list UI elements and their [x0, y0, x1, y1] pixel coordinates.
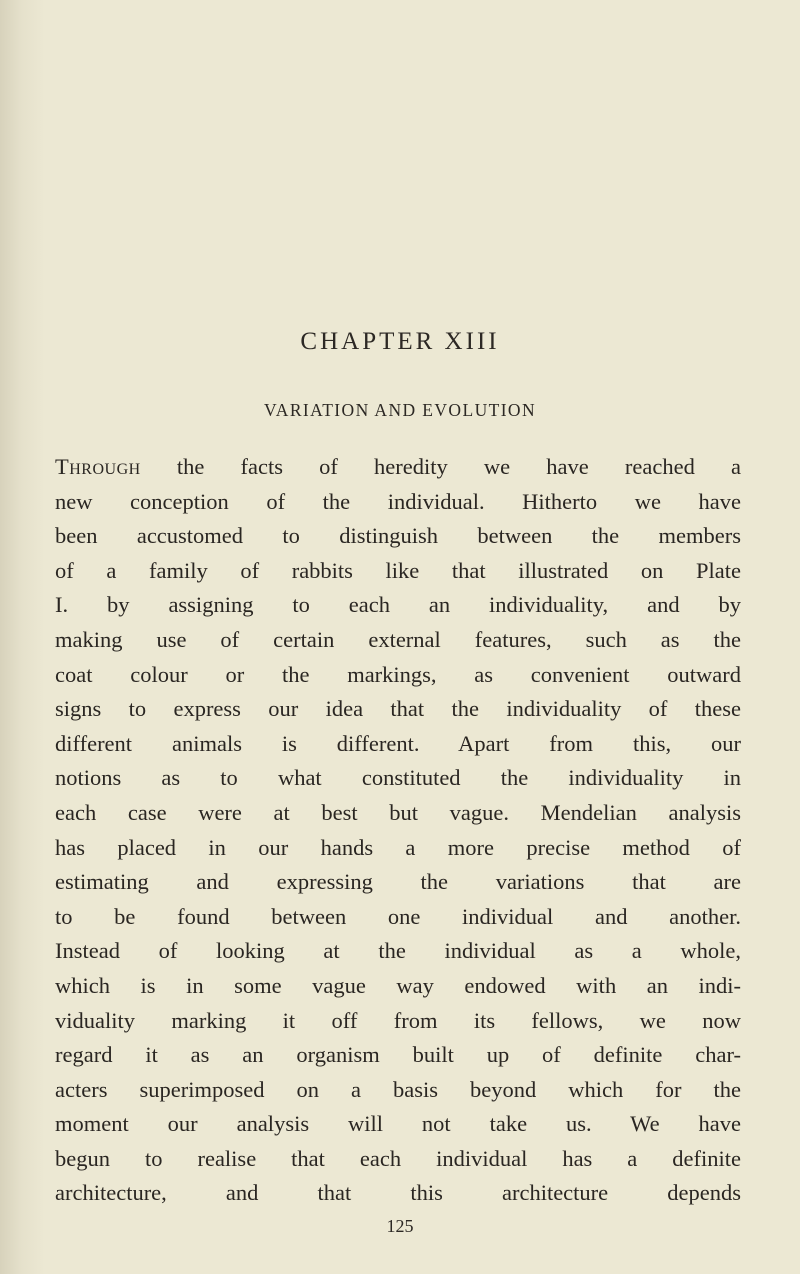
text-line: moment our analysis will not take us. We have — [55, 1111, 741, 1137]
text-line: estimating and expressing the variations that are — [55, 869, 741, 895]
text-line: new conception of the individual. Hitherto we have — [55, 488, 741, 514]
text-line: different animals is different. Apart from this, our — [55, 730, 741, 756]
text-line: notions as to what constituted the individuality in — [55, 765, 741, 791]
text-line: viduality marking it off from its fellows, we now — [55, 1007, 741, 1033]
text-line: Instead of looking at the individual as a whole, — [55, 938, 741, 964]
text-line: signs to express our idea that the individuality of these — [55, 696, 741, 722]
text-line: making use of certain external features, such as the — [55, 626, 741, 652]
body-paragraph — [55, 450, 741, 1211]
chapter-title: VARIATION AND EVOLUTION — [264, 400, 536, 420]
text-line: of a family of rabbits like that illustrated on Plate — [55, 557, 741, 583]
page-number: 125 — [386, 1216, 414, 1236]
text-line: each case were at best but vague. Mendelian analysis — [55, 799, 741, 825]
text-line: been accustomed to distinguish between the members — [55, 523, 741, 549]
text-line: I. by assigning to each an individuality, and by — [55, 592, 741, 618]
text-line: which is in some vague way endowed with an indi- — [55, 972, 741, 998]
text-line: begun to realise that each individual has a definite — [55, 1145, 741, 1171]
opening-word: Through — [55, 454, 141, 479]
text-line: regard it as an organism built up of definite char- — [55, 1042, 741, 1068]
text-line: coat colour or the markings, as convenient outward — [55, 661, 741, 687]
text-line-rest: the facts of heredity we have reached a — [140, 454, 741, 479]
chapter-heading: CHAPTER XIII — [300, 328, 500, 355]
text-line: acters superimposed on a basis beyond which for the — [55, 1076, 741, 1102]
text-line: architecture, and that this architecture depends — [55, 1180, 741, 1206]
text-line: has placed in our hands a more precise method of — [55, 834, 741, 860]
text-line: to be found between one individual and another. — [55, 903, 741, 929]
text-line — [55, 450, 741, 485]
